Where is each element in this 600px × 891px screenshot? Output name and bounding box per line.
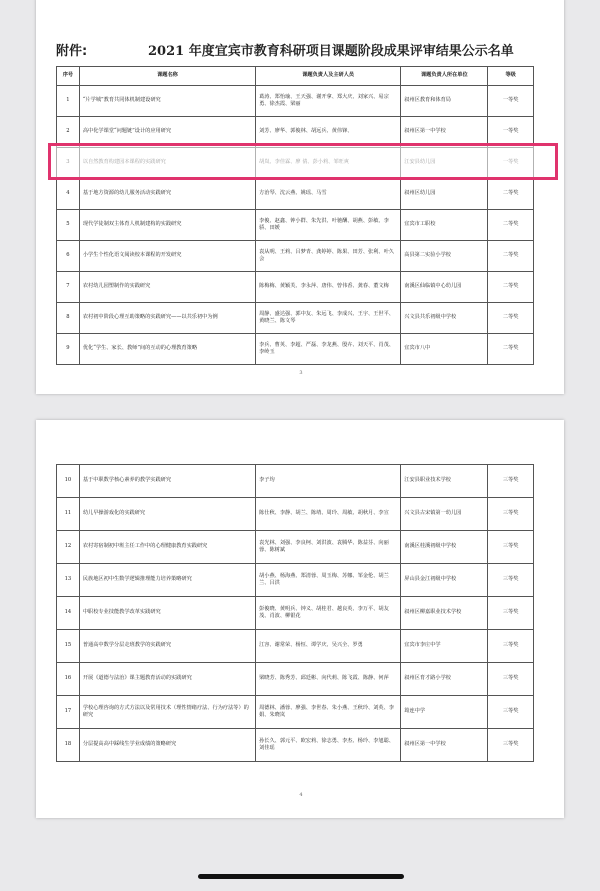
row-unit: 宜宾市八中 [401, 334, 488, 365]
row-num: 10 [57, 465, 80, 498]
table-row [57, 663, 534, 696]
row-grade: 三等奖 [488, 663, 534, 696]
table-row [57, 272, 534, 303]
row-num: 16 [57, 663, 80, 696]
table-row [57, 334, 534, 365]
row-num: 5 [57, 210, 80, 241]
row-grade: 三等奖 [488, 465, 534, 498]
page-number: 3 [299, 370, 303, 376]
row-num: 15 [57, 630, 80, 663]
row-people: 周德林、潘蓉、廖强、李世春、朱小燕、王秋玲、刘英、李娟、朱晓岚 [256, 696, 401, 729]
row-unit: 叙州区柳嘉职业技术学校 [401, 597, 488, 630]
row-num: 14 [57, 597, 80, 630]
row-title: 优化“学生、家长、教师”间的互动的心理教育策略 [79, 334, 255, 365]
row-unit: 叙州区第一中学校 [401, 729, 488, 762]
row-people: 李俊、赵鑫、钟小群、朱先洪、叶驰酬、胡燕、彭敏、李骄、田媛 [256, 210, 401, 241]
row-people: 葛涛、郑怡瑜、王天强、谢开拿、郑大庆、刘家兴、易宗勇、徐杰霞、梁丽 [256, 86, 401, 117]
highlight-box [48, 143, 558, 180]
row-unit: 南溪区仙临镇中心幼儿园 [401, 272, 488, 303]
row-title: 小学生个性化语文阅读校本课程的开发研究 [79, 241, 255, 272]
table-row [57, 241, 534, 272]
row-grade: 三等奖 [488, 630, 534, 663]
document-title: 2021 年度宜宾市教育科研项目课题阶段成果评审结果公示名单 [148, 44, 514, 59]
row-people: 江容、谢常荣、杨恒、谭学庆、吴兴全、罗勇 [256, 630, 401, 663]
row-num: 11 [57, 498, 80, 531]
row-people: 李兵、曹英、李超、严磊、李龙燕、殷卉、刘天平、肖茂、李岭玉 [256, 334, 401, 365]
row-people: 陈仕秋、李静、胡兰、陈靖、周玲、周敏、胡秋月、李宣 [256, 498, 401, 531]
row-grade: 三等奖 [488, 564, 534, 597]
row-num: 1 [57, 86, 80, 117]
row-unit: 叙州区教育和体育局 [401, 86, 488, 117]
row-unit: 江安县职业技术学校 [401, 465, 488, 498]
results-table-page-1 [56, 66, 534, 365]
row-unit: 筠连中学 [401, 696, 488, 729]
row-grade: 二等奖 [488, 179, 534, 210]
row-people: 方治琴、沈云燕、姚瑶、马雪 [256, 179, 401, 210]
row-grade: 二等奖 [488, 303, 534, 334]
row-grade: 三等奖 [488, 729, 534, 762]
col-header-unit: 课题负责人所在单位 [401, 67, 488, 86]
row-grade: 三等奖 [488, 498, 534, 531]
attachment-label: 附件: [56, 44, 88, 59]
results-table-page-2 [56, 464, 534, 762]
page-number: 4 [299, 792, 303, 798]
row-grade: 二等奖 [488, 241, 534, 272]
row-unit: 兴文县古宋镇第一幼儿园 [401, 498, 488, 531]
row-title: 农村寄宿制初中班主任工作中的心理健康教育实践研究 [79, 531, 255, 564]
row-people: 周静、盛达强、郭中友、朱远飞、李成兴、王宇、王世平、黄晓兰、陈文琴 [256, 303, 401, 334]
row-title: 农村初中阶段心理互助策略的实践研究——以共乐初中为例 [79, 303, 255, 334]
row-num: 9 [57, 334, 80, 365]
page-heading [56, 40, 556, 59]
row-unit: 叙州区幼儿园 [401, 179, 488, 210]
row-title: 民族地区初中生数学逻辑推理能力培养策略研究 [79, 564, 255, 597]
row-people: 彭俊晓、黄明兵、钟义、胡桂君、越良英、李万平、胡友茂、肖波、柳银花 [256, 597, 401, 630]
table-row [57, 696, 534, 729]
row-title: 农村幼儿园塑制作的实践研究 [79, 272, 255, 303]
row-unit: 屏山县金江初级中学校 [401, 564, 488, 597]
row-unit: 高县第二实验小学校 [401, 241, 488, 272]
row-num: 6 [57, 241, 80, 272]
row-num: 18 [57, 729, 80, 762]
row-people: 李子均 [256, 465, 401, 498]
table-row [57, 564, 534, 597]
row-people: 陈梅梅、黄颖芙、李永萍、唐伟、曾伟香、龚春、董文梅 [256, 272, 401, 303]
row-unit: 兴文县共乐初级中学校 [401, 303, 488, 334]
row-grade: 三等奖 [488, 597, 534, 630]
row-title: 幼儿早操游戏化的实践研究 [79, 498, 255, 531]
row-title: 学校心理咨询的方式方法以及常用技术（理性情绪疗法、行为疗法等）的研究 [79, 696, 255, 729]
table-header-row [57, 67, 534, 86]
row-num: 7 [57, 272, 80, 303]
row-title: 分层提高高中踩线生学业成绩的策略研究 [79, 729, 255, 762]
row-num: 13 [57, 564, 80, 597]
row-unit: 宜宾市工职校 [401, 210, 488, 241]
row-num: 2 [57, 117, 80, 148]
table-row [57, 179, 534, 210]
row-grade: 一等奖 [488, 117, 534, 148]
row-people: 梁晓芳、陈秀芳、邱廷彬、向代莉、陈飞霞、陈静、何萍 [256, 663, 401, 696]
row-num: 8 [57, 303, 80, 334]
document-page-2 [36, 420, 564, 818]
row-unit: 叙州区第一中学校 [401, 117, 488, 148]
table-row [57, 531, 534, 564]
col-header-people: 课题负责人及主研人员 [256, 67, 401, 86]
row-grade: 二等奖 [488, 210, 534, 241]
table-row [57, 729, 534, 762]
table-row [57, 303, 534, 334]
row-title: 基于地方资源的幼儿服务活动实践研究 [79, 179, 255, 210]
row-title: 中职校专业技能教学改革实践研究 [79, 597, 255, 630]
table-row [57, 630, 534, 663]
row-grade: 三等奖 [488, 531, 534, 564]
table-row [57, 498, 534, 531]
row-grade: 三等奖 [488, 696, 534, 729]
row-grade: 二等奖 [488, 334, 534, 365]
row-num: 12 [57, 531, 80, 564]
col-header-num: 序号 [57, 67, 80, 86]
row-unit: 叙州区育才路小学校 [401, 663, 488, 696]
col-header-title: 课题名称 [79, 67, 255, 86]
row-num: 4 [57, 179, 80, 210]
row-title: 开展《道德与法治》课主题教育活动的实践研究 [79, 663, 255, 696]
row-people: 袁光林、刘强、李良柯、刘洪波、袁腾华、陈益芬、向丽蓉、陈树斌 [256, 531, 401, 564]
row-people: 刘芳、廖华、郭俊林、胡远兵、黄伟锋、 [256, 117, 401, 148]
row-unit: 南溪区桂溪初级中学校 [401, 531, 488, 564]
document-page-1 [36, 0, 564, 394]
row-people: 袁从明、王莉、吕梦青、龚婷婷、陈果、田芳、张利、叶久会 [256, 241, 401, 272]
row-people: 胡小燕、杨海燕、郑清蓉、周玉梅、苏娜、邹金伦、胡兰兰、吕洪 [256, 564, 401, 597]
table-row [57, 465, 534, 498]
row-grade: 一等奖 [488, 86, 534, 117]
row-unit: 宜宾市李庄中学 [401, 630, 488, 663]
row-title: 现代学徒制双主体育人机制建构的实践研究 [79, 210, 255, 241]
row-title: “片学城”教育共同体机制建设研究 [79, 86, 255, 117]
row-grade: 二等奖 [488, 272, 534, 303]
home-indicator[interactable] [198, 874, 404, 879]
row-num: 17 [57, 696, 80, 729]
table-row [57, 210, 534, 241]
col-header-grade: 等级 [488, 67, 534, 86]
table-row [57, 86, 534, 117]
table-row [57, 597, 534, 630]
row-title: 普通高中数学分层走班教学的实践研究 [79, 630, 255, 663]
row-people: 孙长久、郭元平、欧宏莉、徐志勇、李杰、杨玲、李旭聪、刘佳瑶 [256, 729, 401, 762]
row-title: 高中化学课堂“问题链”设计的应用研究 [79, 117, 255, 148]
row-title: 基于中职数学核心素养的教学实践研究 [79, 465, 255, 498]
